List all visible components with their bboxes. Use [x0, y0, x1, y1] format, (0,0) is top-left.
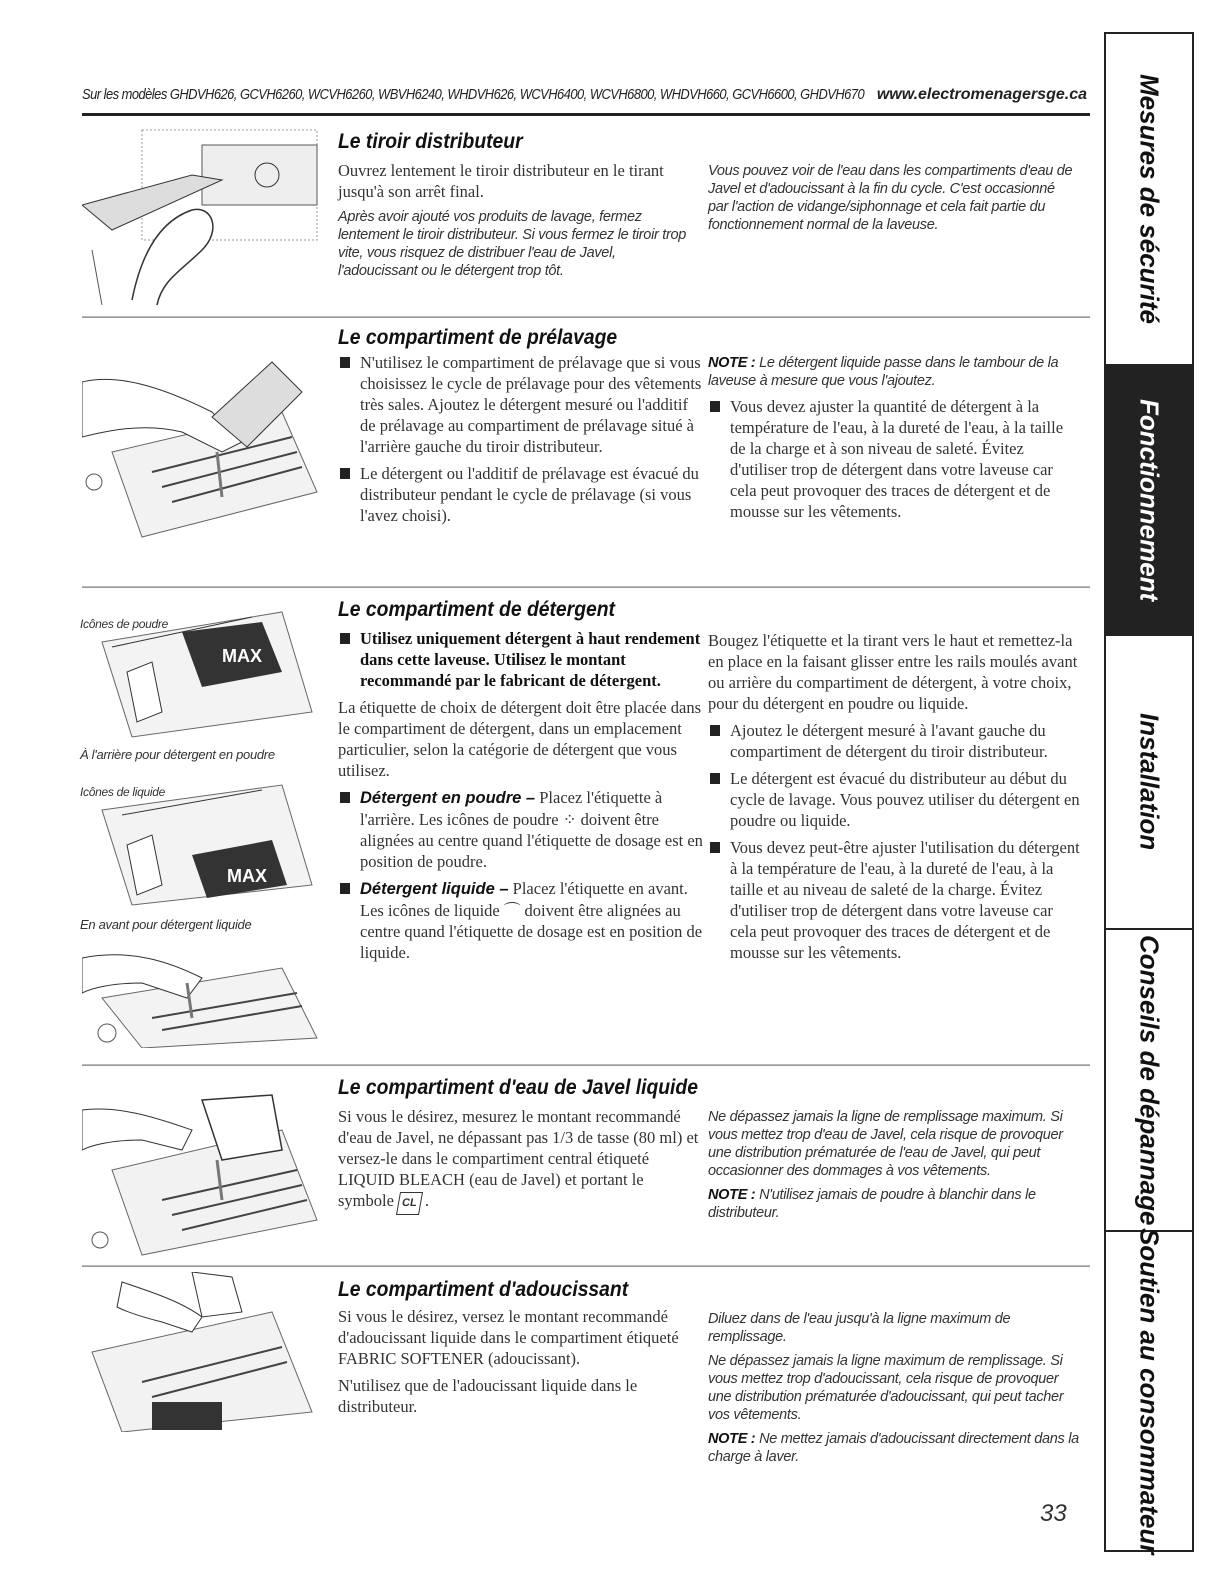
prewash-bullet: Le détergent ou l'additif de prélavage est évacué du distributeur pendant le cycle de prélavage (si vous l'avez choisi).: [338, 463, 703, 526]
tab-operation-label: Fonctionnement: [1134, 398, 1165, 602]
page-header: [82, 86, 1087, 110]
drawer-paragraph: Ouvrez lentement le tiroir distributeur en le tirant jusqu'à son arrêt final.: [338, 161, 664, 201]
liquid-label: Détergent liquide –: [360, 880, 509, 898]
dispenser-drawer-illustration: [82, 120, 322, 305]
detergent-right-paragraph: Bougez l'étiquette et la tirant vers le haut et remettez-la en place en la faisant glisser entre les rails moulés avant ou arrière du compartiment de détergent, à votre choix, pour du détergent en poudre ou liquide.: [708, 631, 1078, 713]
prewash-left-text: [338, 352, 703, 532]
bleach-left-text: Si vous le désirez, mesurez le montant recommandé d'eau de Javel, ne dépassant pas 1/3 de tasse (80 ml) et versez-le dans le compartiment central étiqueté LIQUID BLEACH (eau de Javel) et portant le symbole CL .: [338, 1106, 703, 1221]
caption-powder-icons: Icônes de poudre: [80, 617, 168, 631]
section-divider: [82, 1064, 1090, 1066]
section-title-drawer: Le tiroir distributeur: [338, 130, 523, 153]
softener-left-text: [338, 1306, 703, 1423]
softener-right-text: [708, 1310, 1080, 1472]
tab-safety-label: Mesures de sécurité: [1134, 73, 1165, 324]
softener-paragraph: N'utilisez que de l'adoucissant liquide dans le distributeur.: [338, 1376, 638, 1416]
drawer-caution: Après avoir ajouté vos produits de lavage, fermez lentement le tiroir distributeur. Si vous fermez le tiroir trop vite, vous risquez de distribuer l'eau de Javel, l'adoucissant ou le détergent trop tôt.: [338, 209, 687, 279]
softener-note: Ne mettez jamais d'adoucissant directement dans la charge à laver.: [708, 1431, 1079, 1465]
detergent-left-text: [338, 628, 703, 969]
detergent-right-text: [708, 630, 1080, 969]
svg-text:MAX: MAX: [227, 866, 267, 886]
drawer-left-text: [338, 160, 688, 286]
bleach-paragraph: Si vous le désirez, mesurez le montant recommandé d'eau de Javel, ne dépassant pas 1/3 de tasse (80 ml) et versez-le dans le compartiment central étiqueté LIQUID BLEACH (eau de Javel) et portant le symbole: [338, 1107, 699, 1210]
detergent-bullet: Vous devez peut-être ajuster l'utilisation du détergent à la température de l'eau, à la dureté de l'eau, à la taille et au niveau de saleté de la charge. Évitez d'utiliser trop de détergent dans votre laveuse car cela peut provoquer des traces de détergent et de mousse sur les vêtements.: [708, 837, 1080, 963]
section-divider: [82, 316, 1090, 318]
prewash-note: Le détergent liquide passe dans le tambour de la laveuse à mesure que vous l'ajoutez.: [708, 355, 1059, 389]
caption-powder: À l'arrière pour détergent en poudre: [80, 747, 275, 762]
section-title-softener: Le compartiment d'adoucissant: [338, 1278, 629, 1301]
tab-consumer-support[interactable]: [1106, 1227, 1192, 1555]
detergent-paragraph: La étiquette de choix de détergent doit être placée dans le compartiment de détergent, dans un emplacement particulier, selon la catégorie de détergent que vous utilisez.: [338, 698, 701, 780]
drawer-right-text: Vous pouvez voir de l'eau dans les compartiments d'eau de Javel et d'adoucissant à la fin du cycle. C'est occasionné par l'action de vidange/siphonnage et cela fait partie du fonctionnement normal de la laveuse.: [708, 163, 1073, 233]
prewash-illustration: [82, 322, 322, 557]
detergent-bullet: Ajoutez le détergent mesuré à l'avant gauche du compartiment de détergent du tiroir distributeur.: [708, 720, 1080, 762]
detergent-bullet: Le détergent est évacué du distributeur au début du cycle de lavage. Vous pouvez utiliser du détergent en poudre ou liquide.: [708, 768, 1080, 831]
section-divider: [82, 1265, 1090, 1267]
note-label: NOTE :: [708, 1431, 756, 1447]
tab-troubleshooting[interactable]: [1106, 930, 1192, 1230]
tab-installation[interactable]: [1106, 636, 1192, 928]
softener-caution: Ne dépassez jamais la ligne maximum de remplissage. Si vous mettez trop d'adoucissant, cela risque de provoquer une distribution prématurée d'adoucissant, qui peut tacher vos vêtements.: [708, 1353, 1064, 1423]
prewash-bullet: N'utilisez le compartiment de prélavage que si vous choisissez le cycle de prélavage pour des vêtements très sales. Ajoutez le détergent mesuré ou l'additif de prélavage au compartiment de prélavage situé à l'arrière gauche du tiroir distributeur.: [338, 352, 703, 457]
section-title-detergent: Le compartiment de détergent: [338, 598, 615, 621]
liquid-text: Placez l'étiquette en avant. Les icônes de liquide ⌒ doivent être alignées au centre quand l'étiquette de dosage est en position de liquide.: [360, 879, 703, 962]
tab-operation[interactable]: [1106, 366, 1192, 634]
section-title-prewash: Le compartiment de prélavage: [338, 326, 618, 349]
prewash-bullet: Vous devez ajuster la quantité de détergent à la température de l'eau, à la dureté de l'eau, à la taille de la charge et à son niveau de saleté. Évitez d'utiliser trop de détergent dans votre laveuse car cela peut provoquer des traces de détergent et de mousse sur les vêtements.: [708, 396, 1080, 522]
website-url[interactable]: www.electromenagersge.ca: [876, 86, 1087, 103]
detergent-pour-illustration: [82, 938, 322, 1048]
model-list: Sur les modèles GHDVH626, GCVH6260, WCVH6260, WBVH6240, WHDVH626, WCVH6400, WCVH6800, WHDVH660, GCVH6600, GHDVH670: [82, 86, 865, 103]
detergent-powder-illustration: [82, 592, 322, 742]
page-number: 33: [1040, 1500, 1067, 1527]
detergent-bullet-strong: Utilisez uniquement détergent à haut rendement dans cette laveuse. Utilisez le montant recommandé par le fabricant de détergent.: [338, 628, 703, 691]
caption-liquid-icons: Icônes de liquide: [80, 785, 165, 799]
softener-paragraph: Si vous le désirez, versez le montant recommandé d'adoucissant liquide dans le compartiment étiqueté FABRIC SOFTENER (adoucissant).: [338, 1307, 679, 1368]
note-label: NOTE :: [708, 355, 756, 371]
bleach-illustration: [82, 1070, 322, 1260]
tab-installation-label: Installation: [1134, 713, 1165, 851]
svg-text:MAX: MAX: [222, 646, 262, 666]
bleach-note: N'utilisez jamais de poudre à blanchir dans le distributeur.: [708, 1187, 1036, 1221]
bleach-symbol-icon: [396, 1192, 423, 1215]
bleach-right-text: [708, 1108, 1080, 1228]
softener-illustration: [82, 1272, 322, 1432]
tab-troubleshooting-label: Conseils de dépannage: [1134, 934, 1165, 1226]
powder-label: Détergent en poudre –: [360, 789, 536, 807]
section-title-bleach: Le compartiment d'eau de Javel liquide: [338, 1076, 698, 1099]
section-sidebar: [1104, 32, 1194, 1555]
section-divider: [82, 586, 1090, 588]
bleach-caution: Ne dépassez jamais la ligne de remplissage maximum. Si vous mettez trop d'eau de Javel, cela risque de provoquer une distribution prématurée de l'eau de Javel, qui peut occasionner des dommages à vos vêtements.: [708, 1109, 1063, 1179]
note-label: NOTE :: [708, 1187, 756, 1203]
caption-liquid: En avant pour détergent liquide: [80, 917, 252, 932]
bleach-symbol-text: CL: [401, 1197, 418, 1209]
prewash-right-text: [708, 354, 1080, 528]
header-rule: [82, 113, 1090, 116]
softener-dilute: Diluez dans de l'eau jusqu'à la ligne maximum de remplissage.: [708, 1311, 1011, 1345]
tab-safety[interactable]: [1106, 34, 1192, 364]
tab-consumer-support-label: Soutien au consommateur: [1134, 1227, 1165, 1555]
powder-text: Placez l'étiquette à l'arrière. Les icônes de poudre ⁘ doivent être alignées au centre quand l'étiquette de dosage est en position de poudre.: [360, 788, 703, 871]
